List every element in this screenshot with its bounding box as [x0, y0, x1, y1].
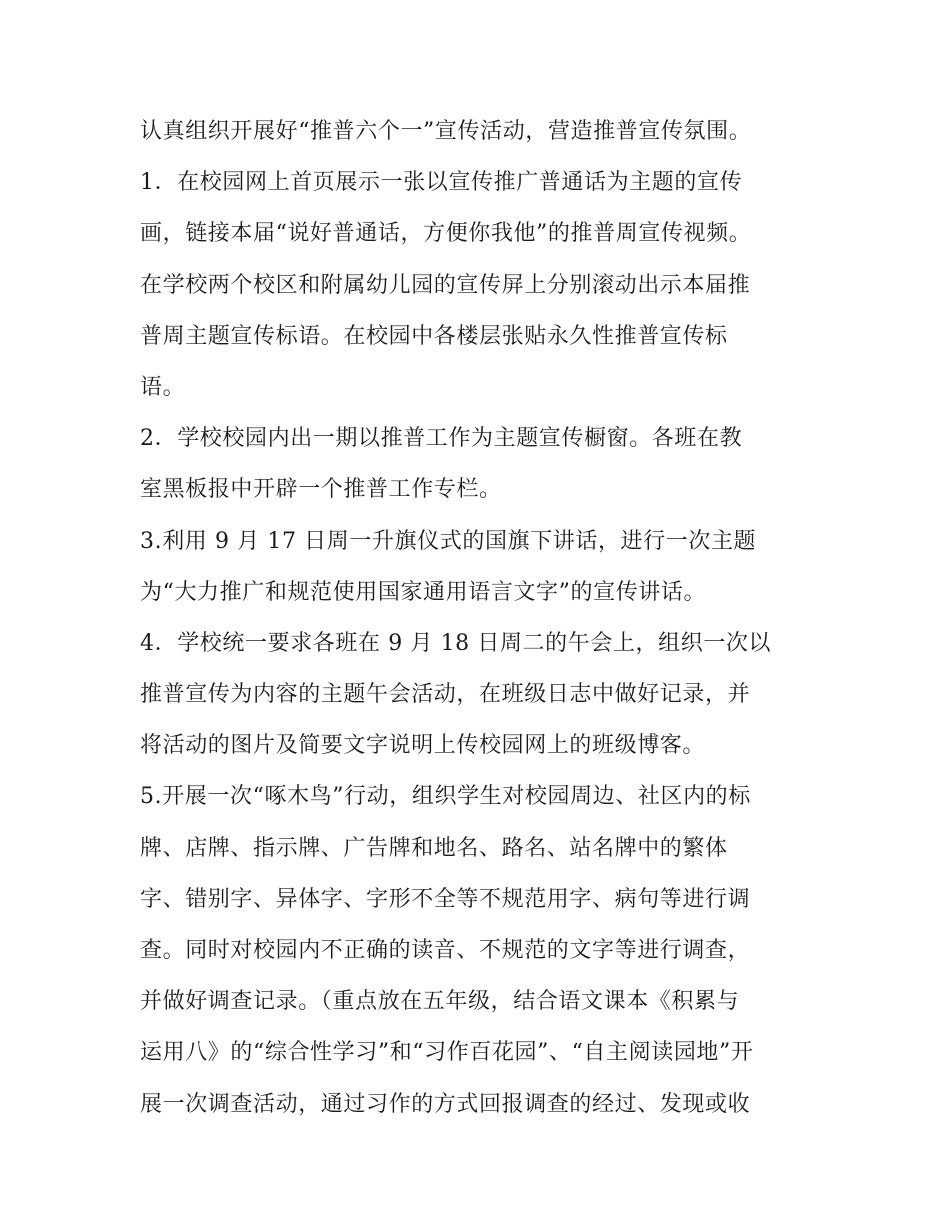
text-line: 室黑板报中开辟一个推普工作专栏。 — [140, 477, 502, 503]
text-line: 1．在校园网上首页展示一张以宣传推广普通话为主题的宣传 — [140, 170, 743, 196]
text-line: 查。同时对校园内不正确的读音、不规范的文字等进行调查， — [140, 938, 751, 963]
text-line: 展一次调查活动，通过习作的方式回报调查的经过、发现或收 — [140, 1091, 751, 1117]
text-line: 运用八》的“综合性学习”和“习作百花园”、“自主阅读园地”开 — [140, 1040, 754, 1066]
text-line: 认真组织开展好“推普六个一”宣传活动，营造推普宣传氛围。 — [140, 119, 752, 144]
text-line: 5.开展一次“啄木鸟”行动，组织学生对校园周边、社区内的标 — [140, 784, 751, 810]
text-line: 4．学校统一要求各班在 9 月 18 日周二的午会上，组织一次以 — [140, 630, 772, 656]
text-line: 字、错别字、异体字、字形不全等不规范用字、病句等进行调 — [140, 886, 751, 912]
text-line: 并做好调查记录。（重点放在五年级，结合语文课本《积累与 — [140, 989, 740, 1015]
text-line: 3.利用 9 月 17 日周一升旗仪式的国旗下讲话，进行一次主题 — [140, 528, 757, 554]
text-line: 普周主题宣传标语。在校园中各楼层张贴永久性推普宣传标 — [140, 323, 728, 349]
text-line: 牌、店牌、指示牌、广告牌和地名、路名、站名牌中的繁体 — [140, 835, 728, 861]
text-line: 语。 — [140, 374, 186, 400]
text-line: 推普宣传为内容的主题午会活动，在班级日志中做好记录，并 — [140, 682, 751, 708]
text-line: 在学校两个校区和附属幼儿园的宣传屏上分别滚动出示本届推 — [140, 272, 751, 298]
text-line: 画，链接本届“说好普通话，方便你我他”的推普周宣传视频。 — [140, 221, 752, 247]
text-line: 2．学校校园内出一期以推普工作为主题宣传橱窗。各班在教 — [140, 426, 743, 452]
text-line: 为“大力推广和规范使用国家通用语言文字”的宣传讲话。 — [140, 579, 707, 605]
text-line: 将活动的图片及简要文字说明上传校园网上的班级博客。 — [140, 733, 706, 759]
document-body — [140, 106, 820, 1130]
